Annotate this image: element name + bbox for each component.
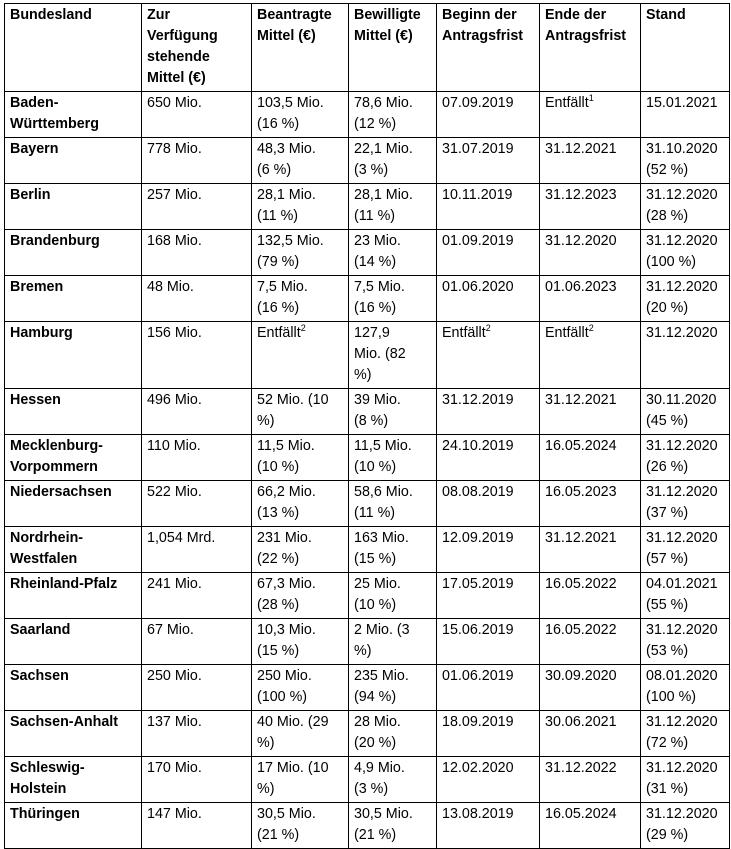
cell-bundesland: Niedersachsen (5, 481, 142, 527)
cell-beginn: 12.02.2020 (437, 757, 540, 803)
cell-bewilligt: 127,9 Mio. (82 %) (349, 322, 437, 389)
cell-beginn: 01.09.2019 (437, 230, 540, 276)
cell-verfuegbar: 257 Mio. (142, 184, 252, 230)
cell-beginn: 01.06.2020 (437, 276, 540, 322)
table-row (5, 276, 730, 322)
cell-verfuegbar: 778 Mio. (142, 138, 252, 184)
cell-beantragt: 132,5 Mio. (79 %) (252, 230, 349, 276)
cell-bundesland: Berlin (5, 184, 142, 230)
table-row (5, 527, 730, 573)
cell-bewilligt: 4,9 Mio. (3 %) (349, 757, 437, 803)
cell-ende: 16.05.2024 (540, 435, 641, 481)
cell-bundesland: Brandenburg (5, 230, 142, 276)
cell-verfuegbar: 1,054 Mrd. (142, 527, 252, 573)
table-row (5, 435, 730, 481)
cell-bewilligt: 58,6 Mio. (11 %) (349, 481, 437, 527)
cell-stand: 31.12.2020 (20 %) (641, 276, 730, 322)
header-ende: Ende der Antragsfrist (540, 4, 641, 92)
table-row (5, 711, 730, 757)
cell-beantragt: 67,3 Mio. (28 %) (252, 573, 349, 619)
cell-beantragt: 231 Mio. (22 %) (252, 527, 349, 573)
footnote-marker: 2 (485, 323, 491, 333)
cell-bewilligt: 23 Mio. (14 %) (349, 230, 437, 276)
cell-beginn: 31.12.2019 (437, 389, 540, 435)
cell-beginn: 08.08.2019 (437, 481, 540, 527)
cell-beginn: 10.11.2019 (437, 184, 540, 230)
cell-verfuegbar: 496 Mio. (142, 389, 252, 435)
table-row (5, 322, 730, 389)
cell-stand: 31.12.2020 (57 %) (641, 527, 730, 573)
cell-bewilligt: 22,1 Mio. (3 %) (349, 138, 437, 184)
cell-beginn: 31.07.2019 (437, 138, 540, 184)
cell-bundesland: Bremen (5, 276, 142, 322)
cell-bundesland: Hessen (5, 389, 142, 435)
footnote-marker: 1 (588, 93, 594, 103)
cell-verfuegbar: 137 Mio. (142, 711, 252, 757)
cell-bewilligt: 78,6 Mio. (12 %) (349, 92, 437, 138)
cell-bundesland: Saarland (5, 619, 142, 665)
table-row (5, 619, 730, 665)
table-row (5, 757, 730, 803)
cell-beantragt: 11,5 Mio. (10 %) (252, 435, 349, 481)
cell-bundesland: Hamburg (5, 322, 142, 389)
cell-ende: Entfällt$^2$ (540, 322, 641, 389)
table-row (5, 184, 730, 230)
cell-beantragt: 250 Mio. (100 %) (252, 665, 349, 711)
cell-ende: 16.05.2022 (540, 619, 641, 665)
cell-ende: Entfällt$^1$ (540, 92, 641, 138)
cell-beginn: 18.09.2019 (437, 711, 540, 757)
cell-stand: 31.12.2020 (26 %) (641, 435, 730, 481)
table-row (5, 138, 730, 184)
cell-bewilligt: 39 Mio. (8 %) (349, 389, 437, 435)
cell-bewilligt: 163 Mio. (15 %) (349, 527, 437, 573)
cell-verfuegbar: 156 Mio. (142, 322, 252, 389)
cell-beantragt: 10,3 Mio. (15 %) (252, 619, 349, 665)
cell-ende: 31.12.2022 (540, 757, 641, 803)
cell-bundesland: Rheinland-Pfalz (5, 573, 142, 619)
footnote-marker: 2 (588, 323, 594, 333)
cell-bewilligt: 11,5 Mio. (10 %) (349, 435, 437, 481)
cell-bundesland: Mecklenburg- Vorpommern (5, 435, 142, 481)
cell-beantragt: 52 Mio. (10 %) (252, 389, 349, 435)
cell-ende: 16.05.2024 (540, 803, 641, 849)
cell-beantragt: 103,5 Mio. (16 %) (252, 92, 349, 138)
cell-stand: 31.12.2020 (31 %) (641, 757, 730, 803)
cell-bundesland: Nordrhein- Westfalen (5, 527, 142, 573)
cell-ende: 16.05.2022 (540, 573, 641, 619)
cell-ende: 31.12.2021 (540, 527, 641, 573)
cell-ende: 31.12.2020 (540, 230, 641, 276)
cell-beginn: 01.06.2019 (437, 665, 540, 711)
cell-beantragt: Entfällt$^2$ (252, 322, 349, 389)
cell-bundesland: Baden- Württemberg (5, 92, 142, 138)
table-row (5, 665, 730, 711)
cell-bewilligt: 25 Mio. (10 %) (349, 573, 437, 619)
cell-ende: 31.12.2021 (540, 138, 641, 184)
cell-stand: 15.01.2021 (641, 92, 730, 138)
header-bundesland: Bundesland (5, 4, 142, 92)
cell-verfuegbar: 650 Mio. (142, 92, 252, 138)
cell-stand: 31.12.2020 (72 %) (641, 711, 730, 757)
cell-verfuegbar: 147 Mio. (142, 803, 252, 849)
cell-bewilligt: 2 Mio. (3 %) (349, 619, 437, 665)
cell-beantragt: 7,5 Mio. (16 %) (252, 276, 349, 322)
cell-verfuegbar: 67 Mio. (142, 619, 252, 665)
cell-verfuegbar: 250 Mio. (142, 665, 252, 711)
cell-bundesland: Bayern (5, 138, 142, 184)
cell-verfuegbar: 48 Mio. (142, 276, 252, 322)
cell-beantragt: 30,5 Mio. (21 %) (252, 803, 349, 849)
table-body (5, 92, 730, 849)
cell-beginn: 12.09.2019 (437, 527, 540, 573)
cell-bewilligt: 28,1 Mio. (11 %) (349, 184, 437, 230)
cell-beginn: 24.10.2019 (437, 435, 540, 481)
cell-stand: 31.12.2020 (641, 322, 730, 389)
cell-bundesland: Sachsen-Anhalt (5, 711, 142, 757)
cell-beginn: 07.09.2019 (437, 92, 540, 138)
header-beantragt: Beantragte Mittel (€) (252, 4, 349, 92)
header-row (5, 4, 730, 92)
cell-verfuegbar: 168 Mio. (142, 230, 252, 276)
cell-verfuegbar: 241 Mio. (142, 573, 252, 619)
cell-beantragt: 66,2 Mio. (13 %) (252, 481, 349, 527)
cell-verfuegbar: 522 Mio. (142, 481, 252, 527)
header-beginn: Beginn der Antragsfrist (437, 4, 540, 92)
cell-beginn: 13.08.2019 (437, 803, 540, 849)
table-row (5, 481, 730, 527)
cell-beantragt: 28,1 Mio. (11 %) (252, 184, 349, 230)
cell-stand: 31.12.2020 (53 %) (641, 619, 730, 665)
cell-stand: 31.12.2020 (28 %) (641, 184, 730, 230)
header-stand: Stand (641, 4, 730, 92)
cell-bundesland: Thüringen (5, 803, 142, 849)
table-row (5, 92, 730, 138)
footnote-marker: 2 (300, 323, 306, 333)
table-row (5, 230, 730, 276)
cell-ende: 16.05.2023 (540, 481, 641, 527)
cell-ende: 31.12.2023 (540, 184, 641, 230)
cell-stand: 31.12.2020 (29 %) (641, 803, 730, 849)
cell-bewilligt: 30,5 Mio. (21 %) (349, 803, 437, 849)
cell-bewilligt: 235 Mio. (94 %) (349, 665, 437, 711)
cell-beginn: 15.06.2019 (437, 619, 540, 665)
cell-stand: 31.12.2020 (37 %) (641, 481, 730, 527)
cell-ende: 30.09.2020 (540, 665, 641, 711)
header-verfuegbar: Zur Verfügung stehende Mittel (€) (142, 4, 252, 92)
table-row (5, 389, 730, 435)
cell-beginn: Entfällt$^2$ (437, 322, 540, 389)
cell-beantragt: 48,3 Mio. (6 %) (252, 138, 349, 184)
cell-ende: 01.06.2023 (540, 276, 641, 322)
cell-bewilligt: 28 Mio. (20 %) (349, 711, 437, 757)
funding-table (4, 3, 730, 849)
cell-ende: 31.12.2021 (540, 389, 641, 435)
table-row (5, 573, 730, 619)
cell-stand: 30.11.2020 (45 %) (641, 389, 730, 435)
cell-bewilligt: 7,5 Mio. (16 %) (349, 276, 437, 322)
cell-beginn: 17.05.2019 (437, 573, 540, 619)
cell-stand: 31.10.2020 (52 %) (641, 138, 730, 184)
cell-stand: 04.01.2021 (55 %) (641, 573, 730, 619)
cell-bundesland: Sachsen (5, 665, 142, 711)
cell-beantragt: 17 Mio. (10 %) (252, 757, 349, 803)
cell-verfuegbar: 110 Mio. (142, 435, 252, 481)
cell-stand: 08.01.2020 (100 %) (641, 665, 730, 711)
header-bewilligt: Bewilligte Mittel (€) (349, 4, 437, 92)
cell-stand: 31.12.2020 (100 %) (641, 230, 730, 276)
table-row (5, 803, 730, 849)
cell-ende: 30.06.2021 (540, 711, 641, 757)
cell-verfuegbar: 170 Mio. (142, 757, 252, 803)
cell-bundesland: Schleswig- Holstein (5, 757, 142, 803)
cell-beantragt: 40 Mio. (29 %) (252, 711, 349, 757)
